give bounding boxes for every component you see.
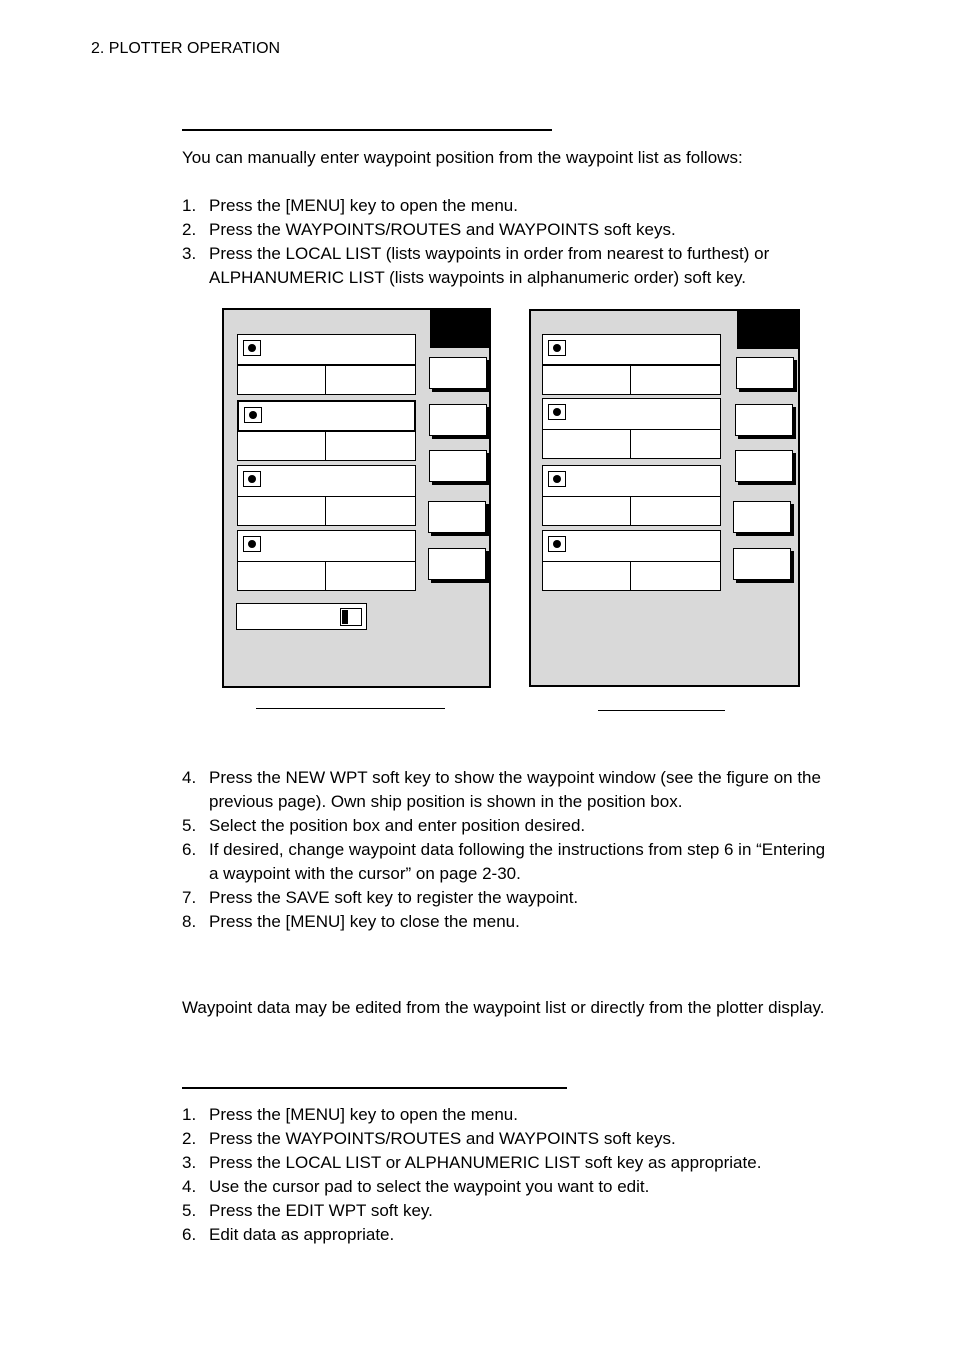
list-item[interactable] <box>542 465 721 526</box>
list-item <box>182 838 832 886</box>
step-text: Press the LOCAL LIST or ALPHANUMERIC LIST soft key as appropriate. <box>209 1153 762 1172</box>
step-text: Press the LOCAL LIST (lists waypoints in order from nearest to furthest) or ALPHANUMERIC LIST (lists waypoints in alphanumeric order) soft key. <box>209 244 770 287</box>
radio-icon[interactable] <box>548 340 566 356</box>
scroll-thumb-icon[interactable] <box>340 608 362 626</box>
waypoint-lat-cell <box>542 496 631 526</box>
step-number: 5. <box>182 816 197 835</box>
step-text: Edit data as appropriate. <box>209 1225 395 1244</box>
step-text: Press the [MENU] key to open the menu. <box>209 1105 518 1124</box>
list-item <box>182 1151 832 1175</box>
step-number: 4. <box>182 1177 197 1196</box>
radio-icon[interactable] <box>244 407 262 423</box>
waypoint-name-cell[interactable] <box>542 465 721 497</box>
list-item[interactable] <box>237 400 416 461</box>
steps-list-continued <box>182 766 832 934</box>
waypoint-lon-cell <box>630 561 721 591</box>
step-text: If desired, change waypoint data following the instructions from step 6 in “Entering a waypoint with the cursor” on page 2-30. <box>209 840 826 883</box>
figure-caption-rule-right <box>598 710 725 711</box>
soft-key-2[interactable] <box>429 404 487 436</box>
steps-list-new-waypoint <box>182 194 832 290</box>
page-scroll-box[interactable] <box>236 603 367 630</box>
subsection-heading-rule <box>182 1087 567 1089</box>
soft-key-1[interactable] <box>429 357 487 389</box>
list-item <box>182 194 832 218</box>
step-number: 2. <box>182 220 197 239</box>
soft-key-3[interactable] <box>735 450 793 482</box>
step-number: 3. <box>182 244 197 263</box>
step-text: Press the EDIT WPT soft key. <box>209 1201 433 1220</box>
list-item[interactable] <box>237 334 416 395</box>
intro-paragraph: You can manually enter waypoint position from the waypoint list as follows: <box>182 148 743 167</box>
soft-key-4[interactable] <box>428 501 486 533</box>
radio-icon[interactable] <box>548 471 566 487</box>
steps-list-edit-waypoint <box>182 1103 832 1247</box>
waypoint-lon-cell <box>630 365 721 395</box>
list-item[interactable] <box>237 465 416 526</box>
list-item[interactable] <box>237 530 416 591</box>
soft-key-2[interactable] <box>735 404 793 436</box>
radio-icon[interactable] <box>243 536 261 552</box>
step-number: 1. <box>182 196 197 215</box>
list-item <box>182 1103 832 1127</box>
list-item <box>182 766 832 814</box>
step-text: Press the NEW WPT soft key to show the waypoint window (see the figure on the previous page). Own ship position is shown in the position box. <box>209 768 821 811</box>
step-text: Press the [MENU] key to open the menu. <box>209 196 518 215</box>
list-item <box>182 886 832 910</box>
step-number: 1. <box>182 1105 197 1124</box>
list-item[interactable] <box>542 398 721 459</box>
waypoint-lat-cell <box>542 429 631 459</box>
waypoint-lon-cell <box>325 496 416 526</box>
waypoint-lon-cell <box>630 496 721 526</box>
waypoint-name-cell[interactable] <box>237 530 416 562</box>
list-item <box>182 218 832 242</box>
waypoint-lat-cell <box>237 496 326 526</box>
waypoint-name-cell[interactable] <box>237 465 416 497</box>
waypoint-lat-cell <box>237 431 326 461</box>
waypoint-lat-cell <box>237 365 326 395</box>
waypoint-lat-cell <box>237 561 326 591</box>
panel-title-tab <box>430 310 489 348</box>
radio-icon[interactable] <box>243 340 261 356</box>
step-number: 4. <box>182 768 197 787</box>
waypoint-name-cell[interactable] <box>237 400 416 432</box>
radio-icon[interactable] <box>548 404 566 420</box>
step-number: 7. <box>182 888 197 907</box>
list-item <box>182 814 832 838</box>
waypoint-lon-cell <box>630 429 721 459</box>
soft-key-3[interactable] <box>429 450 487 482</box>
waypoint-lat-cell <box>542 561 631 591</box>
radio-icon[interactable] <box>243 471 261 487</box>
waypoint-name-cell[interactable] <box>542 398 721 430</box>
list-item <box>182 1175 832 1199</box>
subsection-heading-rule <box>182 129 552 131</box>
step-text: Use the cursor pad to select the waypoint you want to edit. <box>209 1177 650 1196</box>
panel-title-tab <box>737 311 798 349</box>
step-text: Press the WAYPOINTS/ROUTES and WAYPOINTS soft keys. <box>209 1129 676 1148</box>
list-item <box>182 242 832 290</box>
step-number: 5. <box>182 1201 197 1220</box>
list-item <box>182 1223 832 1247</box>
list-item <box>182 1199 832 1223</box>
soft-key-4[interactable] <box>733 501 791 533</box>
step-text: Select the position box and enter position desired. <box>209 816 586 835</box>
waypoint-lon-cell <box>325 365 416 395</box>
step-text: Press the SAVE soft key to register the waypoint. <box>209 888 579 907</box>
soft-key-1[interactable] <box>736 357 794 389</box>
step-text: Press the [MENU] key to close the menu. <box>209 912 520 931</box>
waypoint-name-cell[interactable] <box>542 334 721 366</box>
soft-key-5[interactable] <box>428 548 486 580</box>
list-item <box>182 1127 832 1151</box>
waypoint-name-cell[interactable] <box>542 530 721 562</box>
step-number: 3. <box>182 1153 197 1172</box>
step-number: 2. <box>182 1129 197 1148</box>
waypoint-name-cell[interactable] <box>237 334 416 366</box>
soft-key-5[interactable] <box>733 548 791 580</box>
step-number: 6. <box>182 840 197 859</box>
list-item[interactable] <box>542 530 721 591</box>
section-header: 2. PLOTTER OPERATION <box>91 40 281 57</box>
list-item[interactable] <box>542 334 721 395</box>
list-item <box>182 910 832 934</box>
waypoint-lat-cell <box>542 365 631 395</box>
radio-icon[interactable] <box>548 536 566 552</box>
figure-caption-rule-left <box>256 708 445 709</box>
waypoint-lon-cell <box>325 561 416 591</box>
step-text: Press the WAYPOINTS/ROUTES and WAYPOINTS soft keys. <box>209 220 676 239</box>
step-number: 8. <box>182 912 197 931</box>
step-number: 6. <box>182 1225 197 1244</box>
edit-intro-paragraph: Waypoint data may be edited from the waypoint list or directly from the plotter display. <box>182 998 825 1017</box>
waypoint-lon-cell <box>325 431 416 461</box>
